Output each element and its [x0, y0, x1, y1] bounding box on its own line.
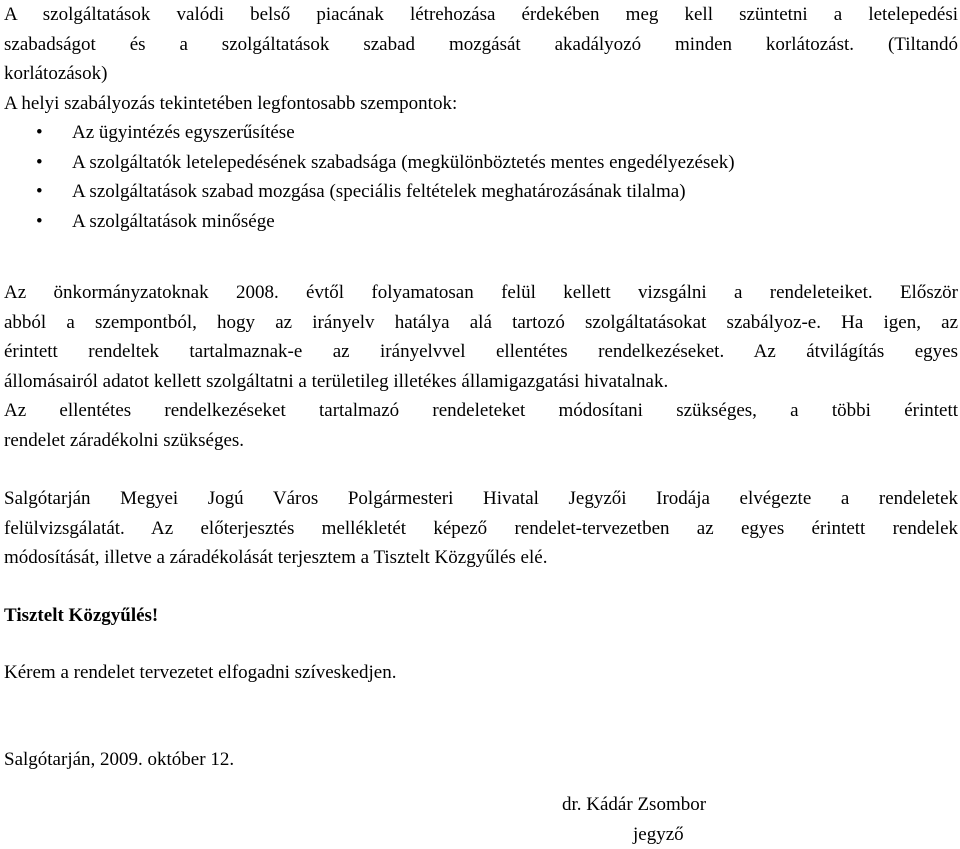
list-item — [4, 207, 958, 237]
review-paragraph — [4, 278, 958, 455]
intro-line-3: korlátozások) — [4, 59, 958, 89]
review-line-4: állomásairól adatot kellett szolgáltatni a területileg illetékes államigazgatási hivatalnak. — [4, 367, 958, 397]
review-line-1: Az önkormányzatoknak 2008. évtől folyamatosan felül kellett vizsgálni a rendeleteiket. Először — [4, 278, 958, 308]
office-paragraph — [4, 484, 958, 573]
criteria-heading: A helyi szabályozás tekintetében legfontosabb szempontok: — [4, 89, 958, 119]
document-body — [4, 0, 958, 774]
intro-line-1: A szolgáltatások valódi belső piacának létrehozása érdekében meg kell szüntetni a letelepedési — [4, 0, 958, 30]
intro-line-2: szabadságot és a szolgáltatások szabad mozgását akadályozó minden korlátozást. (Tiltandó — [4, 30, 958, 60]
bullet-icon: • — [36, 148, 43, 178]
list-item — [4, 148, 958, 178]
review-line-3: érintett rendeltek tartalmaznak-e az irányelvvel ellentétes rendelkezéseket. Az átvilágítás egyes — [4, 337, 958, 367]
list-item — [4, 177, 958, 207]
signature-block — [562, 790, 762, 849]
bullet-icon: • — [36, 207, 43, 237]
signature-title: jegyző — [562, 820, 762, 849]
list-item-text: A szolgáltatók letelepedésének szabadsága (megkülönböztetés mentes engedélyezések) — [72, 152, 735, 173]
review-line-5: Az ellentétes rendelkezéseket tartalmazó rendeleteket módosítani szükséges, a többi érintett — [4, 396, 958, 426]
salutation: Tisztelt Közgyűlés! — [4, 601, 958, 631]
request-text: Kérem a rendelet tervezetet elfogadni szíveskedjen. — [4, 658, 958, 688]
list-item — [4, 118, 958, 148]
signature-name: dr. Kádár Zsombor — [562, 790, 762, 820]
office-line-1: Salgótarján Megyei Jogú Város Polgármesteri Hivatal Jegyzői Irodája elvégezte a rendeletek — [4, 484, 958, 514]
criteria-list — [4, 118, 958, 236]
office-line-3: módosítását, illetve a záradékolását terjesztem a Tisztelt Közgyűlés elé. — [4, 543, 958, 573]
intro-paragraph — [4, 0, 958, 89]
bullet-icon: • — [36, 177, 43, 207]
bullet-icon: • — [36, 118, 43, 148]
office-line-2: felülvizsgálatát. Az előterjesztés mellékletét képező rendelet-tervezetben az egyes érintett rendelek — [4, 514, 958, 544]
list-item-text: A szolgáltatások minősége — [72, 211, 275, 232]
place-date: Salgótarján, 2009. október 12. — [4, 745, 958, 775]
review-line-2: abból a szempontból, hogy az irányelv hatálya alá tartozó szolgáltatásokat szabályoz-e. Ha igen, az — [4, 308, 958, 338]
list-item-text: Az ügyintézés egyszerűsítése — [72, 122, 295, 143]
review-line-6: rendelet záradékolni szükséges. — [4, 426, 958, 456]
list-item-text: A szolgáltatások szabad mozgása (speciális feltételek meghatározásának tilalma) — [72, 181, 686, 202]
